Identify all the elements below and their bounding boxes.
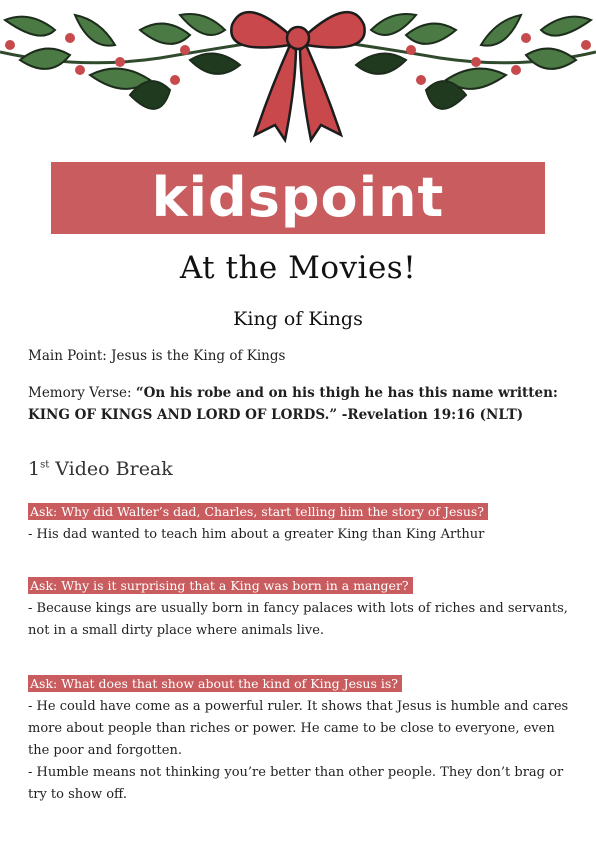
page-title: At the Movies! <box>179 250 417 286</box>
brand-banner <box>51 162 545 234</box>
memory-verse <box>28 382 576 426</box>
ask-label: Ask: Why did Walter’s dad, Charles, start telling him the story of Jesus? <box>28 503 488 520</box>
answer-text: - His dad wanted to teach him about a greater King than King Arthur <box>28 527 485 542</box>
brand-logo-text: kidspoint <box>151 166 445 229</box>
memory-verse-label: Memory Verse: <box>28 385 132 401</box>
answer-text: - Because kings are usually born in fancy palaces with lots of riches and servants, not in a small dirty place where animals live. <box>28 601 568 638</box>
section-heading <box>28 458 173 480</box>
memory-verse-text: “On his robe and on his thigh he has this name written: KING OF KINGS AND LORD OF LORDS.” -Revelation 19:16 (NLT) <box>28 385 558 423</box>
section-ordinal: 1 <box>28 458 41 480</box>
main-point: Main Point: Jesus is the King of Kings <box>28 348 286 364</box>
section-ordinal-suffix: st <box>40 459 50 471</box>
question-block-1 <box>28 502 576 546</box>
answer-text: - Humble means not thinking you’re better than other people. They don’t brag or try to show off. <box>28 765 564 802</box>
question-block-3 <box>28 674 576 806</box>
holly-garland-with-red-bow-icon <box>0 0 596 150</box>
ask-label: Ask: What does that show about the kind of King Jesus is? <box>28 675 402 692</box>
question-block-2 <box>28 576 576 642</box>
ask-label: Ask: Why is it surprising that a King was born in a manger? <box>28 577 413 594</box>
lesson-title: King of Kings <box>233 308 363 330</box>
answer-text: - He could have come as a powerful ruler. It shows that Jesus is humble and cares more about people than riches or power. He came to be close to everyone, even the poor and forgotten. <box>28 699 569 758</box>
section-title: Video Break <box>55 458 173 480</box>
